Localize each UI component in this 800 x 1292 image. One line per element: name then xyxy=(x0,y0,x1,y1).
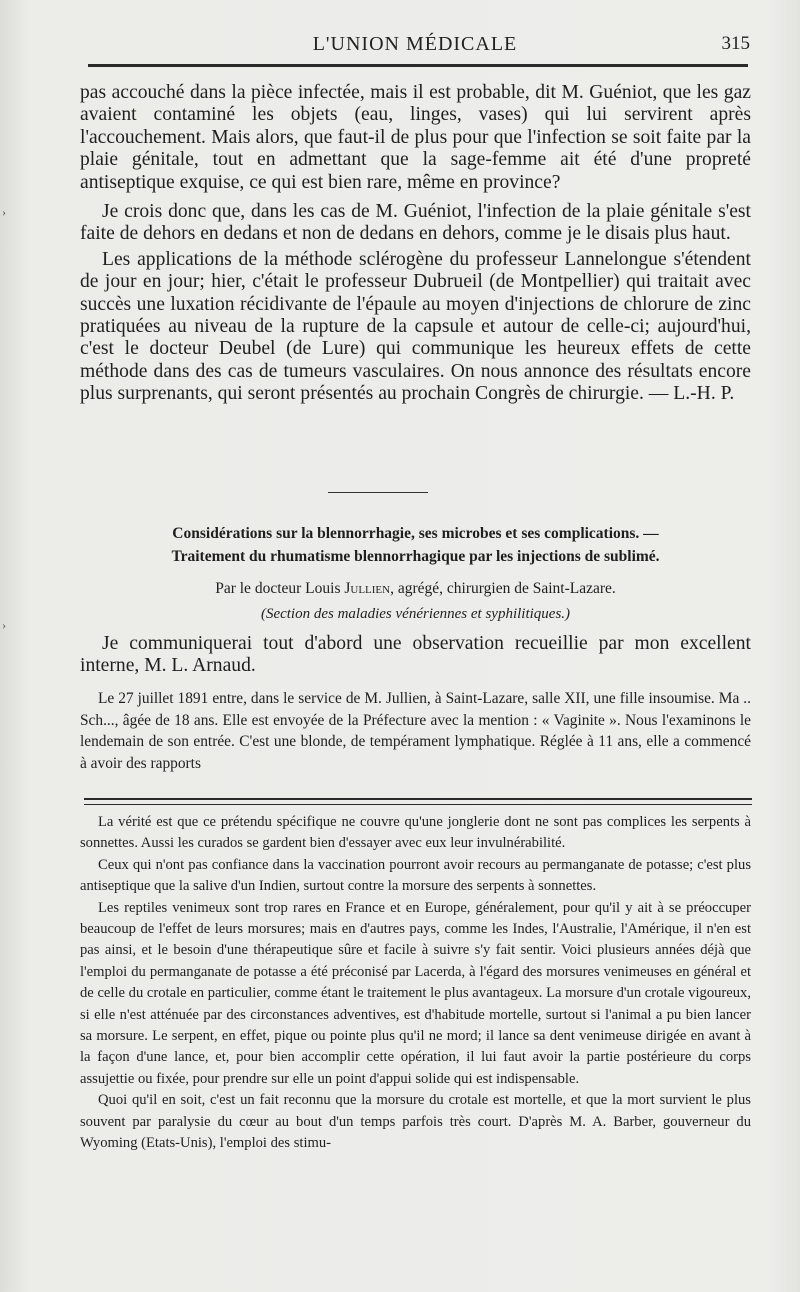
header-rule xyxy=(88,64,748,67)
paragraph xyxy=(80,898,751,1091)
margin-mark: › xyxy=(2,205,6,219)
byline-prefix: Par le docteur Louis xyxy=(215,580,345,597)
paragraph-text: Les reptiles venimeux sont trop rares en France et en Europe, généralement, pour qu'il y ait à se préoccuper beaucoup de l'effet de leurs morsures; mais en d'autres pays, comme les Indes, l'Australie, l'Amérique, il n'en est pas ainsi, et le besoin d'une thérapeutique sûre et facile à suivre s'y fait sentir. Voici plusieurs années déjà que l'emploi du permanganate de potasse a été préconisé par Lacerda, à l'égard des morsures venimeuses en général et de celle du crotale en particulier, comme étant le traitement le plus avantageux. La morsure d'un crotale vigoureux, si elle n'est atténuée par des circonstances adventives, est d'habitude mortelle, surtout si l'animal a pu bien lancer sa morsure. Le serpent, en effet, pique ou pointe plus qu'il ne mord; il lance sa dent venimeuse dirigée en avant à la façon d'une lance, et, pour bien accomplir cette opération, il lui faut avoir la partie postérieure du corps assujettie ou fixée, pour prendre sur elle un point d'appui solide qui est indispensable. xyxy=(80,899,751,1087)
paragraph-text: Le 27 juillet 1891 entre, dans le service de M. Jullien, à Saint-Lazare, salle XII, une fille insoumise. Ma .. Sch..., âgée de 18 ans. Elle est envoyée de la Préfecture avec la mention : « Vaginite ». Nous l'examinons le lendemain de son entrée. C'est une blonde, de tempérament lymphatique. Réglée à 11 ans, elle a commencé à avoir des rapports xyxy=(80,689,751,772)
paragraph xyxy=(80,633,751,678)
byline-suffix: , agrégé, chirurgien de Saint-Lazare. xyxy=(390,580,616,597)
paragraph xyxy=(80,201,751,246)
paragraph-text: Les applications de la méthode sclérogène du professeur Lannelongue s'étendent de jour en jour; hier, c'était le professeur Dubrueil (de Montpellier) qui traitait avec succès une luxation récidivante de l'épaule au moyen d'injections de chlorure de zinc pratiquées au niveau de la rupture de la capsule et autour de celle-ci; aujourd'hui, c'est le docteur Deubel (de Lure) qui communique les heureux effets de cette méthode dans des cas de tumeurs vasculaires. On nous annonce des résultats encore plus surprenants, qui seront présentés au prochain Congrès de chirurgie. — L.-H. P. xyxy=(80,248,751,405)
paragraph-text: Je crois donc que, dans les cas de M. Guéniot, l'infection de la plaie génitale s'est faite de dehors en dedans et non de dedans en dehors, comme je le disais plus haut. xyxy=(80,201,751,245)
feuilleton-rule xyxy=(84,804,752,805)
author-name: Jullien xyxy=(344,580,391,597)
byline xyxy=(80,580,751,598)
paragraph xyxy=(80,855,751,898)
feuilleton xyxy=(80,812,751,1155)
article xyxy=(80,522,751,775)
article-title xyxy=(80,522,751,568)
margin-mark: › xyxy=(2,618,6,632)
paragraph xyxy=(80,1090,751,1154)
feuilleton-rule xyxy=(84,798,752,800)
paragraph-text: Je communiquerai tout d'abord une observation recueillie par mon excellent interne, M. L. Arnaud. xyxy=(80,633,751,677)
running-head xyxy=(80,33,750,63)
paragraph-text: Ceux qui n'ont pas confiance dans la vaccination pourront avoir recours au permanganate de potasse; c'est plus antiseptique que la salive d'un Indien, surtout contre la morsure des serpents à sonnettes. xyxy=(80,856,751,895)
section-divider xyxy=(328,492,428,493)
journal-title: L'UNION MÉDICALE xyxy=(312,33,518,55)
paragraph xyxy=(80,249,751,406)
paragraph-text: La vérité est que ce prétendu spécifique ne couvre qu'une jonglerie dont ne sont pas complices les serpents à sonnettes. Aussi les curados se gardent bien d'essayer avec eux leur invulnérabilité. xyxy=(80,814,751,852)
article-title-line: Considérations sur la blennorrhagie, ses microbes et ses complications. — xyxy=(172,525,659,542)
paragraph: pas accouché dans la pièce infectée, mais il est probable, dit M. Guéniot, que les gaz avaient contaminé les objets (eau, linges, vases) qui lui servirent après l'accouchement. Mais alors, que faut-il de plus pour que l'infection se soit faite par la plaie génitale, tout en admettant que la sage-femme ait été d'une propreté antiseptique exquise, ce qui est bien rare, même en province? xyxy=(80,82,751,193)
paragraph-text: Quoi qu'il en soit, c'est un fait reconnu que la morsure du crotale est mortelle, et que la mort survient le plus souvent par paralysie du cœur au bout d'un temps parfois très court. D'après M. A. Barber, gouverneur du Wyoming (Etats-Unis), l'emploi des stimu- xyxy=(80,1092,751,1152)
article-title-line: Traitement du rhumatisme blennorrhagique par les injections de sublimé. xyxy=(171,548,660,565)
page-number: 315 xyxy=(721,33,750,54)
opening-section xyxy=(80,82,751,406)
section-note: (Section des maladies vénériennes et syphilitiques.) xyxy=(260,606,571,622)
paragraph xyxy=(80,812,751,855)
paragraph xyxy=(80,688,751,775)
